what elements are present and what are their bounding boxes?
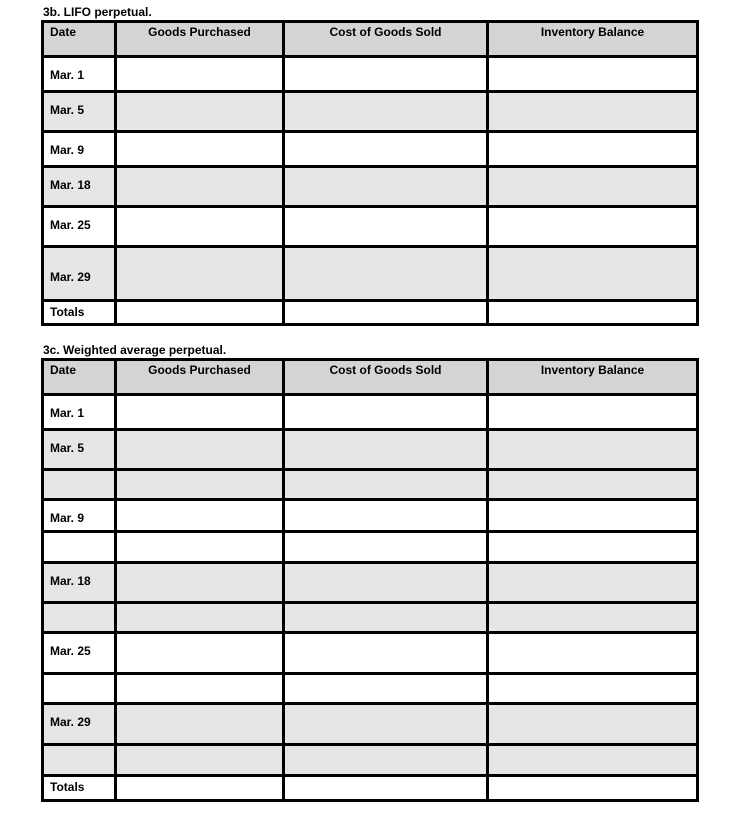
weighted-totals-row bbox=[43, 776, 698, 801]
weighted-header-cost-of-goods-sold: Cost of Goods Sold bbox=[284, 360, 488, 395]
lifo-row-mar-25 bbox=[43, 207, 698, 247]
weighted-cogs-cell[interactable] bbox=[284, 704, 488, 745]
lifo-inventory-balance-cell[interactable] bbox=[488, 92, 698, 132]
weighted-row-mar-9 bbox=[43, 500, 698, 532]
weighted-cogs-cell[interactable] bbox=[284, 633, 488, 674]
lifo-row-mar-5 bbox=[43, 92, 698, 132]
weighted-inventory-balance-cell[interactable] bbox=[488, 430, 698, 470]
lifo-inventory-balance-cell[interactable] bbox=[488, 207, 698, 247]
weighted-date-mar-1: Mar. 1 bbox=[43, 395, 116, 430]
weighted-totals-label: Totals bbox=[43, 776, 116, 801]
weighted-row-mar-5 bbox=[43, 430, 698, 470]
weighted-goods-purchased-cell[interactable] bbox=[116, 603, 284, 633]
weighted-cogs-cell[interactable] bbox=[284, 603, 488, 633]
lifo-inventory-balance-total[interactable] bbox=[488, 301, 698, 325]
weighted-date-mar-25: Mar. 25 bbox=[43, 633, 116, 674]
lifo-cogs-cell[interactable] bbox=[284, 247, 488, 301]
lifo-header-cost-of-goods-sold: Cost of Goods Sold bbox=[284, 22, 488, 57]
weighted-cogs-cell[interactable] bbox=[284, 500, 488, 532]
weighted-goods-purchased-cell[interactable] bbox=[116, 395, 284, 430]
lifo-date-mar-9: Mar. 9 bbox=[43, 132, 116, 167]
weighted-cogs-total[interactable] bbox=[284, 776, 488, 801]
lifo-date-mar-1: Mar. 1 bbox=[43, 57, 116, 92]
lifo-cogs-cell[interactable] bbox=[284, 57, 488, 92]
weighted-inventory-balance-cell[interactable] bbox=[488, 563, 698, 603]
lifo-row-mar-9 bbox=[43, 132, 698, 167]
lifo-inventory-balance-cell[interactable] bbox=[488, 167, 698, 207]
weighted-header-date: Date bbox=[43, 360, 116, 395]
lifo-date-mar-29: Mar. 29 bbox=[43, 247, 116, 301]
lifo-totals-row bbox=[43, 301, 698, 325]
weighted-goods-purchased-cell[interactable] bbox=[116, 633, 284, 674]
lifo-header-goods-purchased: Goods Purchased bbox=[116, 22, 284, 57]
weighted-inventory-balance-cell[interactable] bbox=[488, 470, 698, 500]
weighted-row-mar-25-extra bbox=[43, 674, 698, 704]
weighted-cogs-cell[interactable] bbox=[284, 563, 488, 603]
lifo-date-mar-5: Mar. 5 bbox=[43, 92, 116, 132]
lifo-goods-purchased-cell[interactable] bbox=[116, 92, 284, 132]
lifo-header-inventory-balance: Inventory Balance bbox=[488, 22, 698, 57]
lifo-date-mar-25: Mar. 25 bbox=[43, 207, 116, 247]
weighted-goods-purchased-cell[interactable] bbox=[116, 563, 284, 603]
lifo-row-mar-1 bbox=[43, 57, 698, 92]
weighted-date-mar-29: Mar. 29 bbox=[43, 704, 116, 745]
weighted-goods-purchased-cell[interactable] bbox=[116, 500, 284, 532]
weighted-goods-purchased-cell[interactable] bbox=[116, 532, 284, 563]
weighted-date-mar-18: Mar. 18 bbox=[43, 563, 116, 603]
lifo-header-date: Date bbox=[43, 22, 116, 57]
weighted-inventory-balance-cell[interactable] bbox=[488, 704, 698, 745]
lifo-header-row bbox=[43, 22, 698, 57]
lifo-inventory-balance-cell[interactable] bbox=[488, 57, 698, 92]
weighted-header-inventory-balance: Inventory Balance bbox=[488, 360, 698, 395]
weighted-row-mar-25 bbox=[43, 633, 698, 674]
weighted-table bbox=[41, 358, 699, 802]
weighted-inventory-balance-cell[interactable] bbox=[488, 633, 698, 674]
weighted-date-blank-cell bbox=[43, 603, 116, 633]
weighted-cogs-cell[interactable] bbox=[284, 395, 488, 430]
weighted-cogs-cell[interactable] bbox=[284, 430, 488, 470]
weighted-inventory-balance-cell[interactable] bbox=[488, 603, 698, 633]
lifo-totals-label: Totals bbox=[43, 301, 116, 325]
weighted-row-mar-29-extra bbox=[43, 745, 698, 776]
lifo-inventory-balance-cell[interactable] bbox=[488, 247, 698, 301]
lifo-goods-purchased-cell[interactable] bbox=[116, 247, 284, 301]
lifo-goods-purchased-cell[interactable] bbox=[116, 207, 284, 247]
lifo-row-mar-29 bbox=[43, 247, 698, 301]
weighted-row-mar-5-extra bbox=[43, 470, 698, 500]
weighted-date-mar-9: Mar. 9 bbox=[43, 500, 116, 532]
weighted-inventory-balance-cell[interactable] bbox=[488, 395, 698, 430]
weighted-header-row bbox=[43, 360, 698, 395]
weighted-goods-purchased-cell[interactable] bbox=[116, 704, 284, 745]
weighted-date-blank-cell bbox=[43, 470, 116, 500]
weighted-row-mar-18-extra bbox=[43, 603, 698, 633]
weighted-cogs-cell[interactable] bbox=[284, 470, 488, 500]
weighted-date-blank-cell bbox=[43, 532, 116, 563]
weighted-cogs-cell[interactable] bbox=[284, 745, 488, 776]
weighted-row-mar-29 bbox=[43, 704, 698, 745]
weighted-inventory-balance-cell[interactable] bbox=[488, 674, 698, 704]
weighted-row-mar-1 bbox=[43, 395, 698, 430]
lifo-inventory-balance-cell[interactable] bbox=[488, 132, 698, 167]
lifo-cogs-cell[interactable] bbox=[284, 207, 488, 247]
lifo-cogs-cell[interactable] bbox=[284, 167, 488, 207]
weighted-inventory-balance-cell[interactable] bbox=[488, 500, 698, 532]
weighted-row-mar-18 bbox=[43, 563, 698, 603]
lifo-cogs-cell[interactable] bbox=[284, 92, 488, 132]
weighted-goods-purchased-cell[interactable] bbox=[116, 745, 284, 776]
lifo-goods-purchased-cell[interactable] bbox=[116, 167, 284, 207]
weighted-cogs-cell[interactable] bbox=[284, 674, 488, 704]
lifo-goods-purchased-cell[interactable] bbox=[116, 132, 284, 167]
weighted-section-title: 3c. Weighted average perpetual. bbox=[43, 343, 227, 357]
lifo-date-mar-18: Mar. 18 bbox=[43, 167, 116, 207]
weighted-goods-purchased-cell[interactable] bbox=[116, 430, 284, 470]
weighted-date-mar-5: Mar. 5 bbox=[43, 430, 116, 470]
lifo-section-title: 3b. LIFO perpetual. bbox=[43, 5, 152, 19]
weighted-date-blank-cell bbox=[43, 674, 116, 704]
weighted-goods-purchased-cell[interactable] bbox=[116, 470, 284, 500]
lifo-goods-purchased-total[interactable] bbox=[116, 301, 284, 325]
weighted-inventory-balance-total[interactable] bbox=[488, 776, 698, 801]
weighted-cogs-cell[interactable] bbox=[284, 532, 488, 563]
lifo-cogs-total[interactable] bbox=[284, 301, 488, 325]
weighted-date-blank-cell bbox=[43, 745, 116, 776]
weighted-goods-purchased-total[interactable] bbox=[116, 776, 284, 801]
weighted-row-mar-9-extra bbox=[43, 532, 698, 563]
weighted-inventory-balance-cell[interactable] bbox=[488, 532, 698, 563]
lifo-table bbox=[41, 20, 699, 326]
lifo-cogs-cell[interactable] bbox=[284, 132, 488, 167]
weighted-goods-purchased-cell[interactable] bbox=[116, 674, 284, 704]
lifo-row-mar-18 bbox=[43, 167, 698, 207]
weighted-header-goods-purchased: Goods Purchased bbox=[116, 360, 284, 395]
lifo-goods-purchased-cell[interactable] bbox=[116, 57, 284, 92]
weighted-inventory-balance-cell[interactable] bbox=[488, 745, 698, 776]
